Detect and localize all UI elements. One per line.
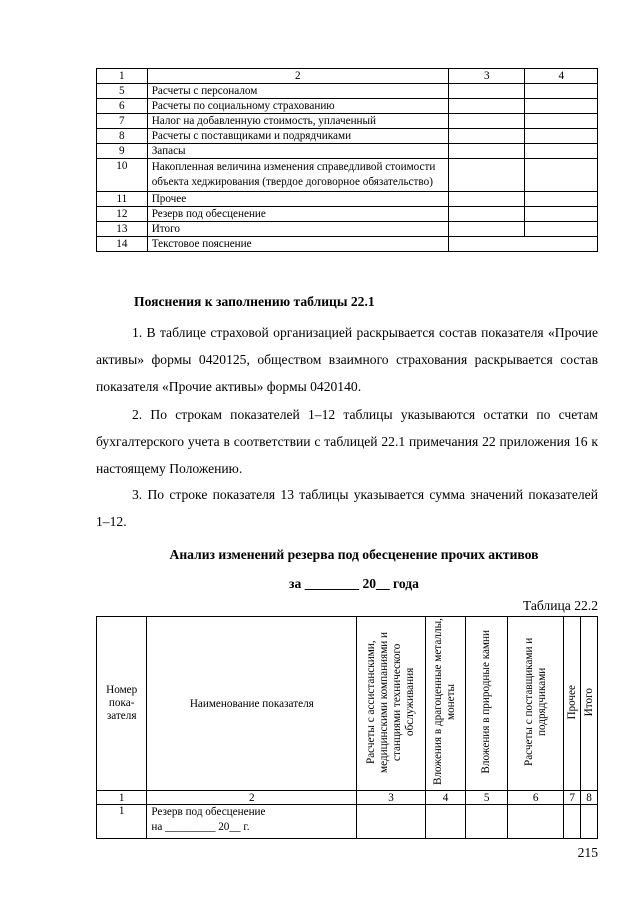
analysis-title: Анализ изменений резерва под обесценение прочих активов <box>169 547 539 562</box>
header-col-3-text: Расчеты с ассистанскими, медицинскими компаниями и станциями технического обслуживания <box>365 631 417 773</box>
numbering-cell: 2 <box>147 791 357 805</box>
analysis-period: за ________ 20__ года <box>289 576 419 591</box>
table-row <box>97 192 598 207</box>
header-name: Наименование показателя <box>147 617 357 791</box>
explanations-title: Пояснения к заполнению таблицы 22.1 <box>134 294 375 309</box>
numbering-cell: 7 <box>564 791 581 805</box>
row-name: Текстовое пояснение <box>147 237 448 252</box>
row-value-3 <box>449 222 525 237</box>
header-col-6-text: Расчеты с поставщиками и подрядчиками <box>522 637 548 767</box>
paragraph-text: 3. По строке показателя 13 таблицы указывается сумма значений показателей 1–12. <box>96 487 598 529</box>
row-number: 14 <box>97 237 148 252</box>
table-row <box>97 144 598 159</box>
row-value <box>564 805 581 839</box>
row-name: Расчеты с поставщиками и подрядчиками <box>147 129 448 144</box>
row-value-3 <box>449 207 525 222</box>
row-value-4 <box>525 192 598 207</box>
header-col-1: 1 <box>97 69 148 84</box>
row-value-4 <box>525 114 598 129</box>
header-col-8 <box>581 617 598 791</box>
row-value-4 <box>525 207 598 222</box>
numbering-cell: 4 <box>425 791 466 805</box>
row-name: Запасы <box>147 144 448 159</box>
row-name: Расчеты по социальному страхованию <box>147 99 448 114</box>
row-value <box>425 805 466 839</box>
paragraph-text: 1. В таблице страховой организацией раскрывается состав показателя «Прочие активы» формы 0420125, обществом взаимного страхования раскрывается состав показателя «Прочие активы» формы 0420140. <box>96 325 598 394</box>
row-value-4 <box>525 159 598 192</box>
table-header-row <box>97 69 598 84</box>
header-col-4: 4 <box>525 69 598 84</box>
numbering-cell: 6 <box>508 791 564 805</box>
row-name: Расчеты с персоналом <box>147 84 448 99</box>
header-col-4 <box>425 617 466 791</box>
row-name: Накопленная величина изменения справедливой стоимости объекта хеджирования (твердое договорное обязательство) <box>147 159 448 192</box>
numbering-cell: 8 <box>581 791 598 805</box>
header-col-7 <box>564 617 581 791</box>
row-name-line-1: Резерв под обесценение <box>151 806 266 818</box>
row-value-3 <box>449 84 525 99</box>
explanation-paragraph-1 <box>96 319 598 400</box>
row-value-4 <box>525 144 598 159</box>
row-number: 6 <box>97 99 148 114</box>
table-label: Таблица 22.2 <box>522 598 598 613</box>
numbering-cell: 1 <box>97 791 147 805</box>
row-name-line-2: на _________ 20__ г. <box>151 821 250 833</box>
table-row <box>97 222 598 237</box>
paragraph-text: 2. По строкам показателей 1–12 таблицы указываются остатки по счетам бухгалтерского учета в соответствии с таблицей 22.1 примечания 22 приложения 16 к настоящему Положению. <box>96 407 598 476</box>
row-name <box>147 805 357 839</box>
row-value <box>466 805 508 839</box>
header-col-4-text: Вложения в драгоценные металлы, монеты <box>432 618 458 786</box>
table-row <box>97 84 598 99</box>
header-col-5 <box>466 617 508 791</box>
row-value-3 <box>449 129 525 144</box>
header-col-3 <box>357 617 425 791</box>
row-value <box>508 805 564 839</box>
row-number: 11 <box>97 192 148 207</box>
row-value-3 <box>449 144 525 159</box>
table-row <box>97 237 598 252</box>
row-number: 1 <box>97 805 147 839</box>
table-header-row <box>97 617 598 791</box>
table-22-1-continuation <box>96 68 598 252</box>
explanation-paragraph-3 <box>96 481 598 535</box>
header-col-6 <box>508 617 564 791</box>
row-value <box>581 805 598 839</box>
row-value-3 <box>449 114 525 129</box>
header-number: Номер пока-зателя <box>97 617 147 791</box>
row-number: 7 <box>97 114 148 129</box>
numbering-row <box>97 791 598 805</box>
row-value-4 <box>525 222 598 237</box>
row-value-4 <box>525 129 598 144</box>
row-number: 10 <box>97 159 148 192</box>
explanation-paragraph-2 <box>96 401 598 482</box>
table-row <box>97 159 598 192</box>
table-row <box>97 99 598 114</box>
numbering-cell: 3 <box>357 791 425 805</box>
row-name: Прочее <box>147 192 448 207</box>
row-value <box>357 805 425 839</box>
header-col-8-text: Итого <box>582 687 595 717</box>
table-row <box>97 114 598 129</box>
row-value-3 <box>449 159 525 192</box>
row-number: 8 <box>97 129 148 144</box>
header-col-5-text: Вложения в природные камни <box>480 630 493 774</box>
row-number: 9 <box>97 144 148 159</box>
page-number: 215 <box>577 845 598 860</box>
row-number: 12 <box>97 207 148 222</box>
header-col-2: 2 <box>147 69 448 84</box>
row-name: Итого <box>147 222 448 237</box>
header-col-3: 3 <box>449 69 525 84</box>
table-row <box>97 207 598 222</box>
row-number: 5 <box>97 84 148 99</box>
row-name: Резерв под обесценение <box>147 207 448 222</box>
row-value-4 <box>525 84 598 99</box>
table-row <box>97 129 598 144</box>
row-name: Налог на добавленную стоимость, уплаченный <box>147 114 448 129</box>
row-number: 13 <box>97 222 148 237</box>
table-22-2 <box>96 616 598 839</box>
row-value-3 <box>449 99 525 114</box>
table-row <box>97 805 598 839</box>
row-value-merged <box>449 237 598 252</box>
row-value-4 <box>525 99 598 114</box>
numbering-cell: 5 <box>466 791 508 805</box>
header-col-7-text: Прочее <box>565 684 578 720</box>
row-value-3 <box>449 192 525 207</box>
